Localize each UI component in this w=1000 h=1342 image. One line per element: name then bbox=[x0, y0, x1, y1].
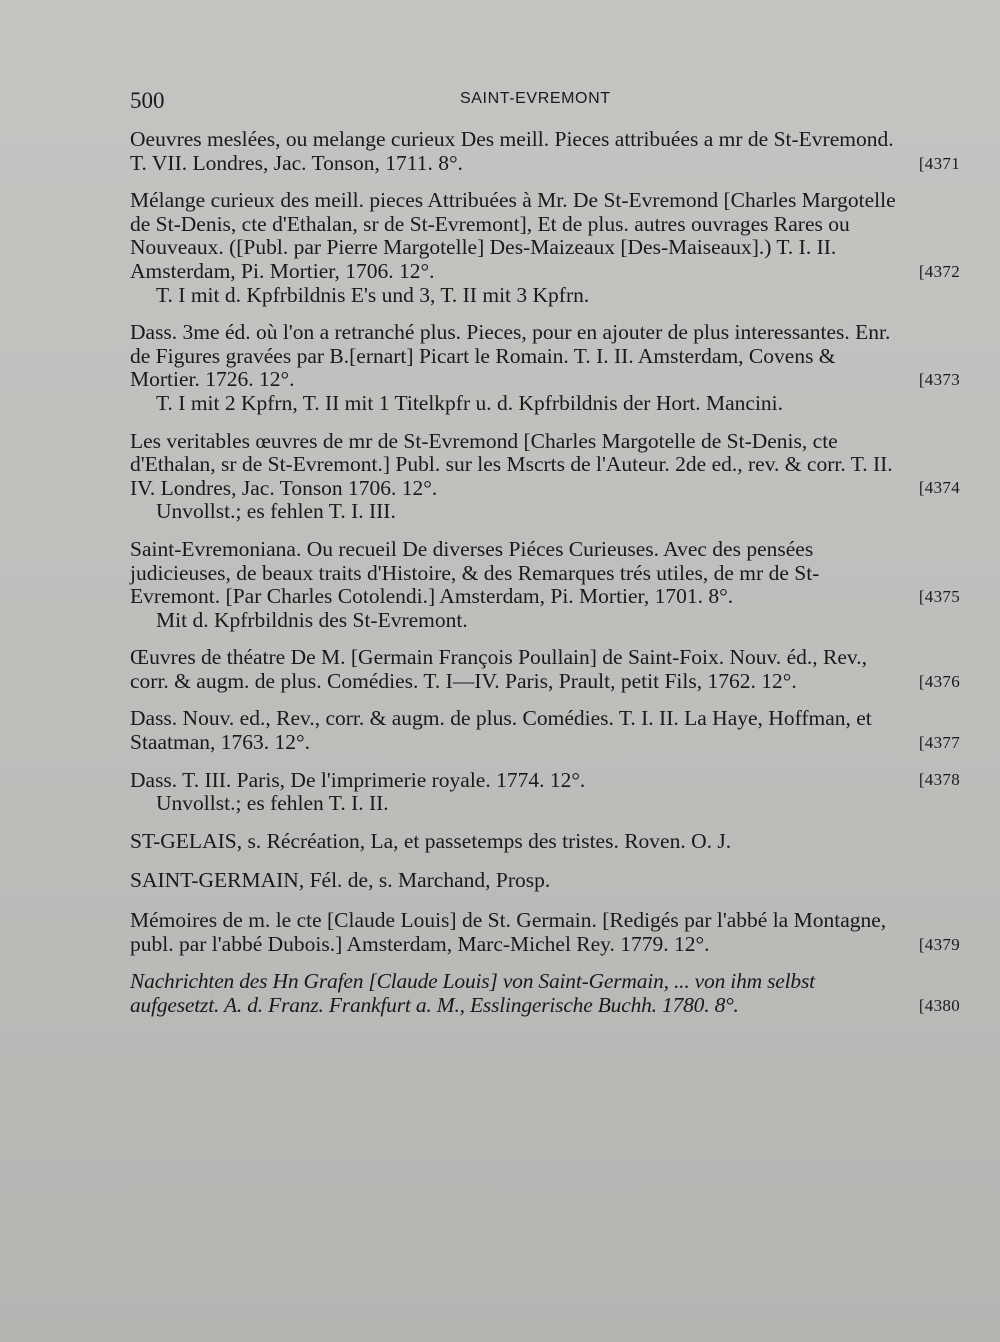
entry-number: [4372 bbox=[918, 261, 960, 281]
entry-text: Saint-Evremoniana. Ou recueil De diverses Piéces Curieuses. Avec des pensées judicieuses, de beaux traits d'Histoire, & des Remarques trés utiles, de mr de St-Evremont. [Par Charles Cotolendi.] Amsterdam, Pi. Mortier, 1701. 8°. bbox=[130, 536, 820, 609]
entry-number: [4374 bbox=[918, 478, 960, 498]
cross-reference-entry bbox=[130, 869, 960, 893]
entry-text: Nachrichten des Hn Grafen [Claude Louis] von Saint-Germain, ... von ihm selbst aufgesetzt. A. d. Franz. Frankfurt a. M., Esslingerische Buchh. 1780. 8°. bbox=[130, 969, 815, 1017]
entry-text: Mélange curieux des meill. pieces Attribuées à Mr. De St-Evremond [Charles Margotelle de St-Denis, cte d'Ethalan, sr de St-Evremont], Et de plus. autres ouvrages Rares ou Nouveaux. ([Publ. par Pierre Margotelle] Des-Maizeaux [Des-Maiseaux].) T. I. II. Amsterdam, Pi. Mortier, 1706. 12°. bbox=[130, 188, 896, 283]
page-number: 500 bbox=[130, 88, 165, 113]
entry-note: T. I mit 2 Kpfrn, T. II mit 1 Titelkpfr u. d. Kpfrbildnis der Hort. Mancini. bbox=[156, 390, 784, 415]
bibliography-entry bbox=[130, 321, 960, 415]
bibliography-entries bbox=[130, 128, 960, 1017]
entry-number: [4380 bbox=[918, 995, 960, 1015]
entry-number: [4379 bbox=[918, 934, 960, 954]
entry-text: SAINT-GERMAIN, Fél. de, s. Marchand, Prosp. bbox=[130, 868, 551, 893]
entry-text: Dass. Nouv. ed., Rev., corr. & augm. de plus. Comédies. T. I. II. La Haye, Hoffman, et Staatman, 1763. 12°. bbox=[130, 706, 872, 755]
running-head: SAINT-EVREMONT bbox=[460, 90, 611, 107]
entry-note: Mit d. Kpfrbildnis des St-Evremont. bbox=[156, 607, 468, 632]
entry-number: [4376 bbox=[918, 671, 960, 691]
bibliography-entry bbox=[130, 189, 960, 307]
entry-number: [4378 bbox=[918, 770, 960, 790]
bibliography-entry bbox=[130, 909, 960, 956]
bibliography-entry bbox=[130, 707, 960, 754]
entry-number: [4373 bbox=[918, 369, 960, 389]
entry-text: ST-GELAIS, s. Récréation, La, et passetemps des tristes. Roven. O. J. bbox=[130, 828, 732, 853]
bibliography-entry bbox=[130, 769, 960, 816]
entry-text: Œuvres de théatre De M. [Germain François Poullain] de Saint-Foix. Nouv. éd., Rev., corr. & augm. de plus. Comédies. T. I—IV. Paris, Prault, petit Fils, 1762. 12°. bbox=[130, 645, 868, 693]
entry-number: [4377 bbox=[918, 733, 960, 753]
bibliography-entry bbox=[130, 646, 960, 693]
bibliography-entry-fraktur bbox=[130, 970, 960, 1017]
page-header bbox=[130, 84, 960, 124]
bibliography-entry bbox=[130, 430, 960, 524]
entry-number: [4375 bbox=[918, 586, 960, 606]
entry-note: Unvollst.; es fehlen T. I. II. bbox=[156, 791, 389, 816]
entry-note: T. I mit d. Kpfrbildnis E's und 3, T. II mit 3 Kpfrn. bbox=[156, 282, 590, 307]
bibliography-entry bbox=[130, 538, 960, 632]
entry-number: [4371 bbox=[918, 153, 960, 173]
entry-text: Oeuvres meslées, ou melange curieux Des meill. Pieces attribuées a mr de St-Evremond. T. VII. Londres, Jac. Tonson, 1711. 8°. bbox=[130, 127, 894, 175]
cross-reference-entry bbox=[130, 830, 960, 854]
entry-text: Mémoires de m. le cte [Claude Louis] de St. Germain. [Redigés par l'abbé la Montagne, publ. par l'abbé Dubois.] Amsterdam, Marc-Michel Rey. 1779. 12°. bbox=[130, 908, 887, 956]
entry-text: Dass. T. III. Paris, De l'imprimerie royale. 1774. 12°. bbox=[130, 767, 586, 792]
entry-note: Unvollst.; es fehlen T. I. III. bbox=[156, 499, 396, 524]
bibliography-entry bbox=[130, 128, 960, 175]
entry-text: Dass. 3me éd. où l'on a retranché plus. Pieces, pour en ajouter de plus interessantes. Enr. de Figures gravées par B.[ernart] Picart le Romain. T. I. II. Amsterdam, Covens & Mortier. 1726. 12°. bbox=[130, 320, 891, 392]
entry-text: Les veritables œuvres de mr de St-Evremond [Charles Margotelle de St-Denis, cte d'Ethalan, sr de St-Evremont.] Publ. sur les Mscrts de l'Auteur. 2de ed., rev. & corr. T. II. IV. Londres, Jac. Tonson 1706. 12°. bbox=[130, 428, 893, 500]
